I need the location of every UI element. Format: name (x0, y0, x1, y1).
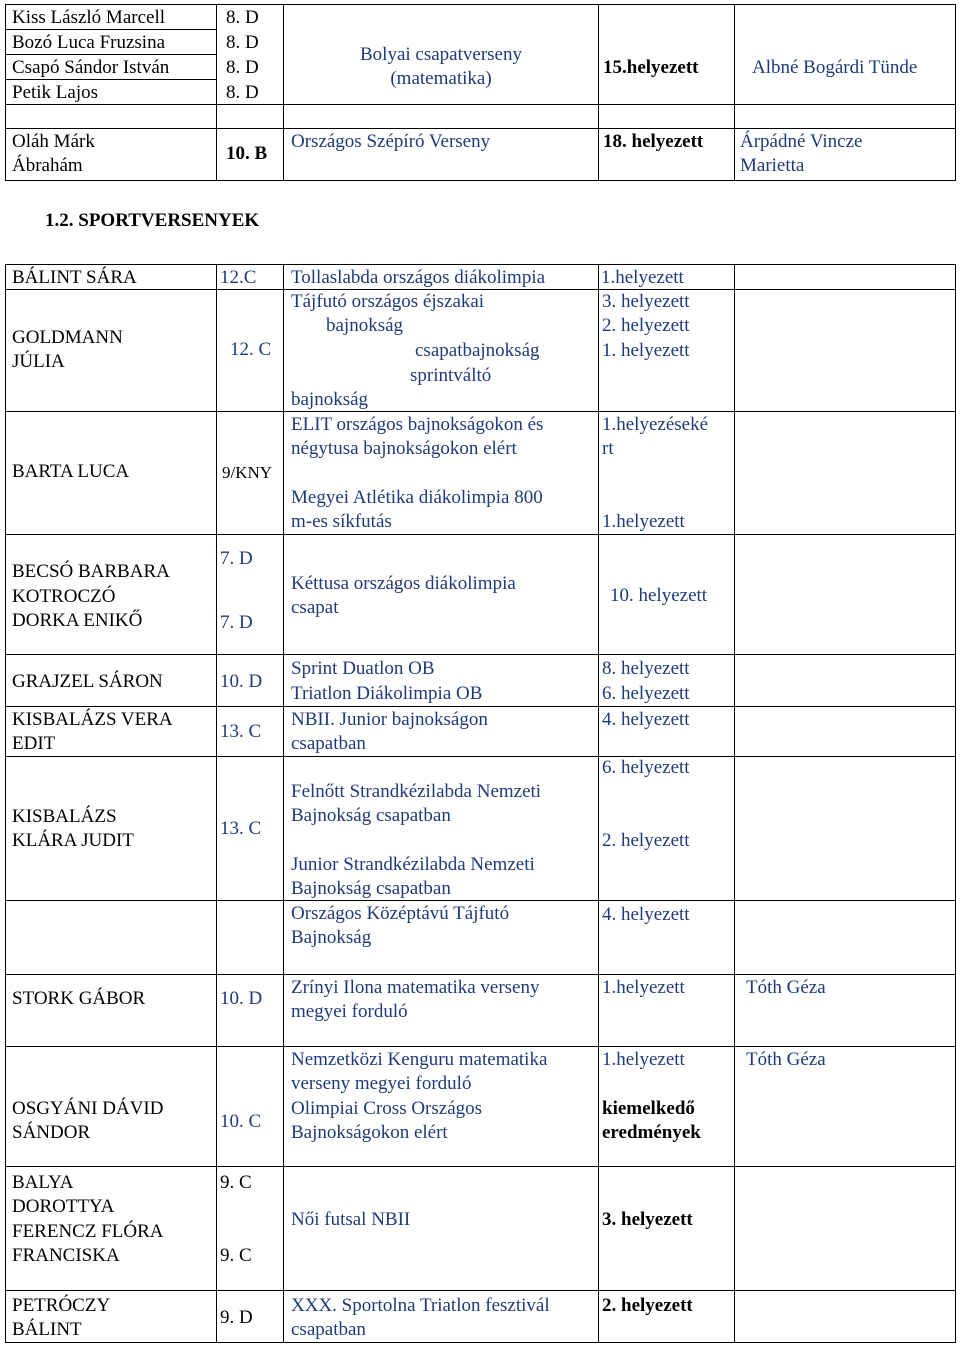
result: 4. helyezett (602, 709, 690, 730)
competition-name: ELIT országos bajnokságokon és (291, 414, 544, 435)
competition-name: Megyei Atlétika diákolimpia 800 (291, 487, 543, 508)
competition-name: bajnokság (326, 315, 404, 336)
competition-name: Sprint Duatlon OB (291, 658, 435, 679)
teacher-name: Tóth Géza (746, 977, 826, 998)
student-name: BECSÓ BARBARA (12, 561, 170, 582)
competition-name: Tájfutó országos éjszakai (291, 291, 485, 312)
student-name: SÁNDOR (12, 1122, 91, 1143)
student-name: FRANCISKA (12, 1245, 120, 1266)
result: 6. helyezett (602, 683, 690, 704)
result: 3. helyezett (602, 291, 690, 312)
student-name: EDIT (12, 733, 56, 754)
competition-name: Zrínyi Ilona matematika verseny (291, 977, 540, 998)
student-class: 8. D (226, 7, 259, 28)
student-class: 9. D (220, 1307, 253, 1328)
student-class: 13. C (220, 721, 262, 742)
competition-name: Bajnokság (291, 927, 372, 948)
competition-name: sprintváltó (410, 365, 492, 386)
competition-name: csapat (291, 597, 339, 618)
competition-name: megyei forduló (291, 1001, 408, 1022)
student-name: DORKA ENIKŐ (12, 610, 143, 631)
result: 4. helyezett (602, 904, 690, 925)
teacher-name: Marietta (740, 155, 805, 176)
result: 10. helyezett (610, 585, 708, 606)
student-name: FERENCZ FLÓRA (12, 1221, 164, 1242)
result: 1.helyezéseké (602, 414, 709, 435)
competition-name: NBII. Junior bajnokságon (291, 709, 488, 730)
student-class: 9. C (220, 1172, 252, 1193)
result: 1.helyezett (602, 511, 685, 532)
competition-name: m-es síkfutás (291, 511, 392, 532)
student-class: 8. D (226, 57, 259, 78)
student-class: 10. D (220, 671, 263, 692)
student-name: GRAJZEL SÁRON (12, 671, 163, 692)
student-name: Ábrahám (12, 155, 83, 176)
student-name: BALYA (12, 1172, 74, 1193)
competition-name: csapatban (291, 1319, 366, 1340)
student-class: 10. D (220, 988, 263, 1009)
student-name: OSGYÁNI DÁVID (12, 1098, 164, 1119)
student-name: Petik Lajos (12, 82, 99, 103)
result: 1. helyezett (602, 340, 690, 361)
student-name: BÁLINT SÁRA (12, 267, 137, 288)
student-class: 8. D (226, 32, 259, 53)
student-class: 7. D (220, 612, 253, 633)
competition-name: Olimpiai Cross Országos (291, 1098, 483, 1119)
result: 1.helyezett (601, 267, 684, 288)
competition-name: Felnőtt Strandkézilabda Nemzeti (291, 781, 542, 802)
student-class: 12. C (230, 339, 272, 360)
competition-name: Bolyai csapatverseny (360, 44, 522, 65)
student-name: Bozó Luca Fruzsina (12, 32, 166, 53)
section-title: 1.2. SPORTVERSENYEK (45, 210, 260, 231)
competition-name: Tollaslabda országos diákolimpia (291, 267, 546, 288)
student-name: BÁLINT (12, 1319, 82, 1340)
competition-name: Női futsal NBII (291, 1209, 411, 1230)
result: eredmények (602, 1122, 701, 1143)
result: 18. helyezett (603, 131, 704, 152)
student-class: 12.C (220, 267, 257, 288)
student-class: 8. D (226, 82, 259, 103)
student-name: KLÁRA JUDIT (12, 830, 134, 851)
student-class: 7. D (220, 548, 253, 569)
teacher-name: Albné Bogárdi Tünde (752, 57, 918, 78)
student-name: PETRÓCZY (12, 1295, 111, 1316)
result: 3. helyezett (602, 1209, 693, 1230)
competition-name: Bajnokság csapatban (291, 805, 451, 826)
student-name: KISBALÁZS VERA (12, 709, 173, 730)
student-class: 13. C (220, 818, 262, 839)
competition-name: Országos Középtávú Tájfutó (291, 903, 510, 924)
result: 2. helyezett (602, 830, 690, 851)
student-class: 10. B (226, 143, 268, 164)
competition-name: verseny megyei forduló (291, 1073, 472, 1094)
student-name: Oláh Márk (12, 131, 95, 152)
result: kiemelkedő (602, 1098, 695, 1119)
result: 2. helyezett (602, 315, 690, 336)
competition-name: csapatbajnokság (415, 340, 540, 361)
competition-name: Junior Strandkézilabda Nemzeti (291, 854, 535, 875)
result: 2. helyezett (602, 1295, 693, 1316)
competition-name: Nemzetközi Kenguru matematika (291, 1049, 548, 1070)
competition-name: Bajnokság csapatban (291, 878, 451, 899)
result: 1.helyezett (602, 977, 685, 998)
teacher-name: Tóth Géza (746, 1049, 826, 1070)
competition-name: XXX. Sportolna Triatlon fesztivál (291, 1295, 550, 1316)
competition-name: Bajnokságokon elért (291, 1122, 448, 1143)
competition-name: négytusa bajnokságokon elért (291, 438, 517, 459)
result: 6. helyezett (602, 757, 690, 778)
student-class: 10. C (220, 1111, 262, 1132)
student-name: KOTROCZÓ (12, 586, 116, 607)
student-name: BARTA LUCA (12, 461, 130, 482)
competition-name: csapatban (291, 733, 366, 754)
student-class: 9. C (220, 1245, 252, 1266)
teacher-name: Árpádné Vincze (740, 131, 863, 152)
student-name: Csapó Sándor István (12, 57, 170, 78)
student-name: JÚLIA (12, 351, 65, 372)
competition-name: Kéttusa országos diákolimpia (291, 573, 516, 594)
student-name: STORK GÁBOR (12, 988, 146, 1009)
student-name: Kiss László Marcell (12, 7, 166, 28)
competition-name: Országos Szépíró Verseny (291, 131, 491, 152)
competition-name: (matematika) (390, 68, 492, 89)
competition-name: Triatlon Diákolimpia OB (291, 683, 483, 704)
competition-name: bajnokság (291, 389, 369, 410)
result: 1.helyezett (602, 1049, 685, 1070)
result: 8. helyezett (602, 658, 690, 679)
result: rt (602, 438, 614, 459)
student-name: GOLDMANN (12, 327, 123, 348)
student-name: KISBALÁZS (12, 806, 117, 827)
student-class: 9/KNY (222, 463, 273, 482)
result: 15.helyezett (603, 57, 699, 78)
student-name: DOROTTYA (12, 1196, 115, 1217)
